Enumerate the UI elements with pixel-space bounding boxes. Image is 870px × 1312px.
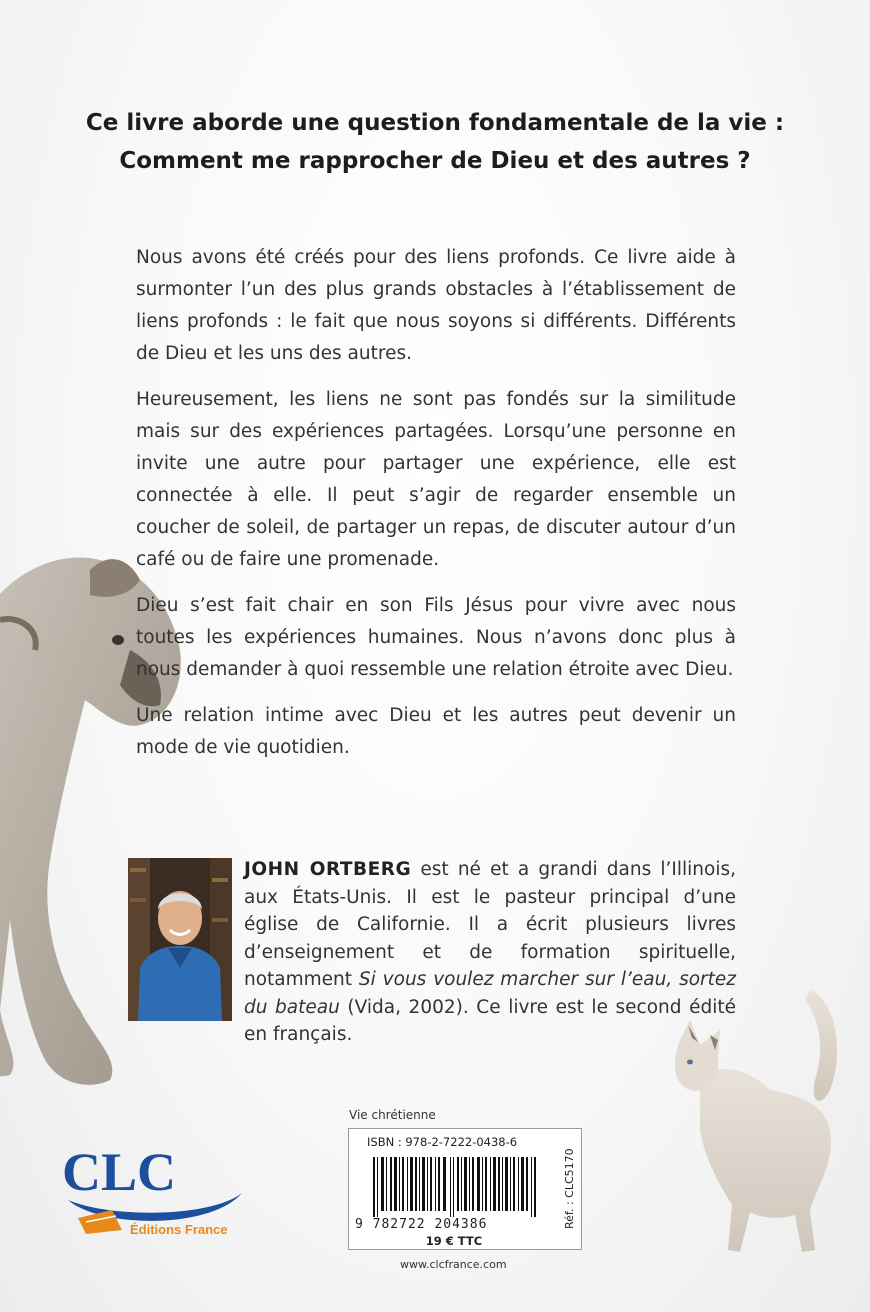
publisher-website: www.clcfrance.com xyxy=(400,1258,507,1271)
logo-text: CLC xyxy=(62,1142,177,1202)
barcode-box xyxy=(348,1128,582,1250)
author-bio-part-2: (Vida, 2002). Ce livre est le second édité en français. xyxy=(244,996,736,1045)
paragraph-1: Nous avons été créés pour des liens profonds. Ce livre aide à surmonter l’un des plus grands obstacles à l’établissement de liens profonds : le fait que nous soyons si différents. Différents de Dieu et les uns des autres. xyxy=(136,247,736,364)
publisher-logo xyxy=(60,1138,250,1238)
author-bio xyxy=(244,856,736,1049)
logo-subtitle: Éditions France xyxy=(130,1222,228,1237)
price-label: 19 € TTC xyxy=(425,1234,483,1248)
headline-line-1: Ce livre aborde une question fondamentale de la vie : xyxy=(85,110,785,136)
author-book-title: Si vous voulez marcher sur l’eau, sortez du bateau xyxy=(244,969,737,1018)
paragraph-2: Heureusement, les liens ne sont pas fondés sur la similitude mais sur des expériences partagées. Lorsqu’une personne en invite une autre pour partager une expérience, elle est connectée à elle. Il peut s’agir de regarder ensemble un coucher de soleil, de partager un repas, de discuter autour d’un café ou de faire une promenade. xyxy=(136,389,736,570)
headline xyxy=(60,104,810,180)
author-photo xyxy=(128,858,232,1021)
author-name: JOHN ORTBERG xyxy=(244,859,412,880)
paragraph-4: Une relation intime avec Dieu et les autres peut devenir un mode de vie quotidien. xyxy=(136,705,736,758)
description-text xyxy=(136,242,736,778)
headline-line-2: Comment me rapprocher de Dieu et des autres ? xyxy=(119,148,751,174)
category-label: Vie chrétienne xyxy=(349,1108,436,1122)
reference-code: Réf. : CLC5170 xyxy=(563,1148,576,1230)
author-bio-part-1: est né et a grandi dans l’Illinois, aux États-Unis. Il est le pasteur principal d’une église de Californie. Il a écrit plusieurs livres d’enseignement et de formation spirituelle, notamment xyxy=(244,859,737,990)
barcode-icon xyxy=(363,1157,545,1217)
barcode-digits: 9 782722 204386 xyxy=(355,1217,488,1232)
clc-logo-icon xyxy=(60,1138,250,1238)
paragraph-3: Dieu s’est fait chair en son Fils Jésus pour vivre avec nous toutes les expériences humaines. Nous n’avons donc plus à nous demander à quoi ressemble une relation étroite avec Dieu. xyxy=(136,595,736,680)
isbn-text: ISBN : 978-2-7222-0438-6 xyxy=(367,1135,518,1149)
